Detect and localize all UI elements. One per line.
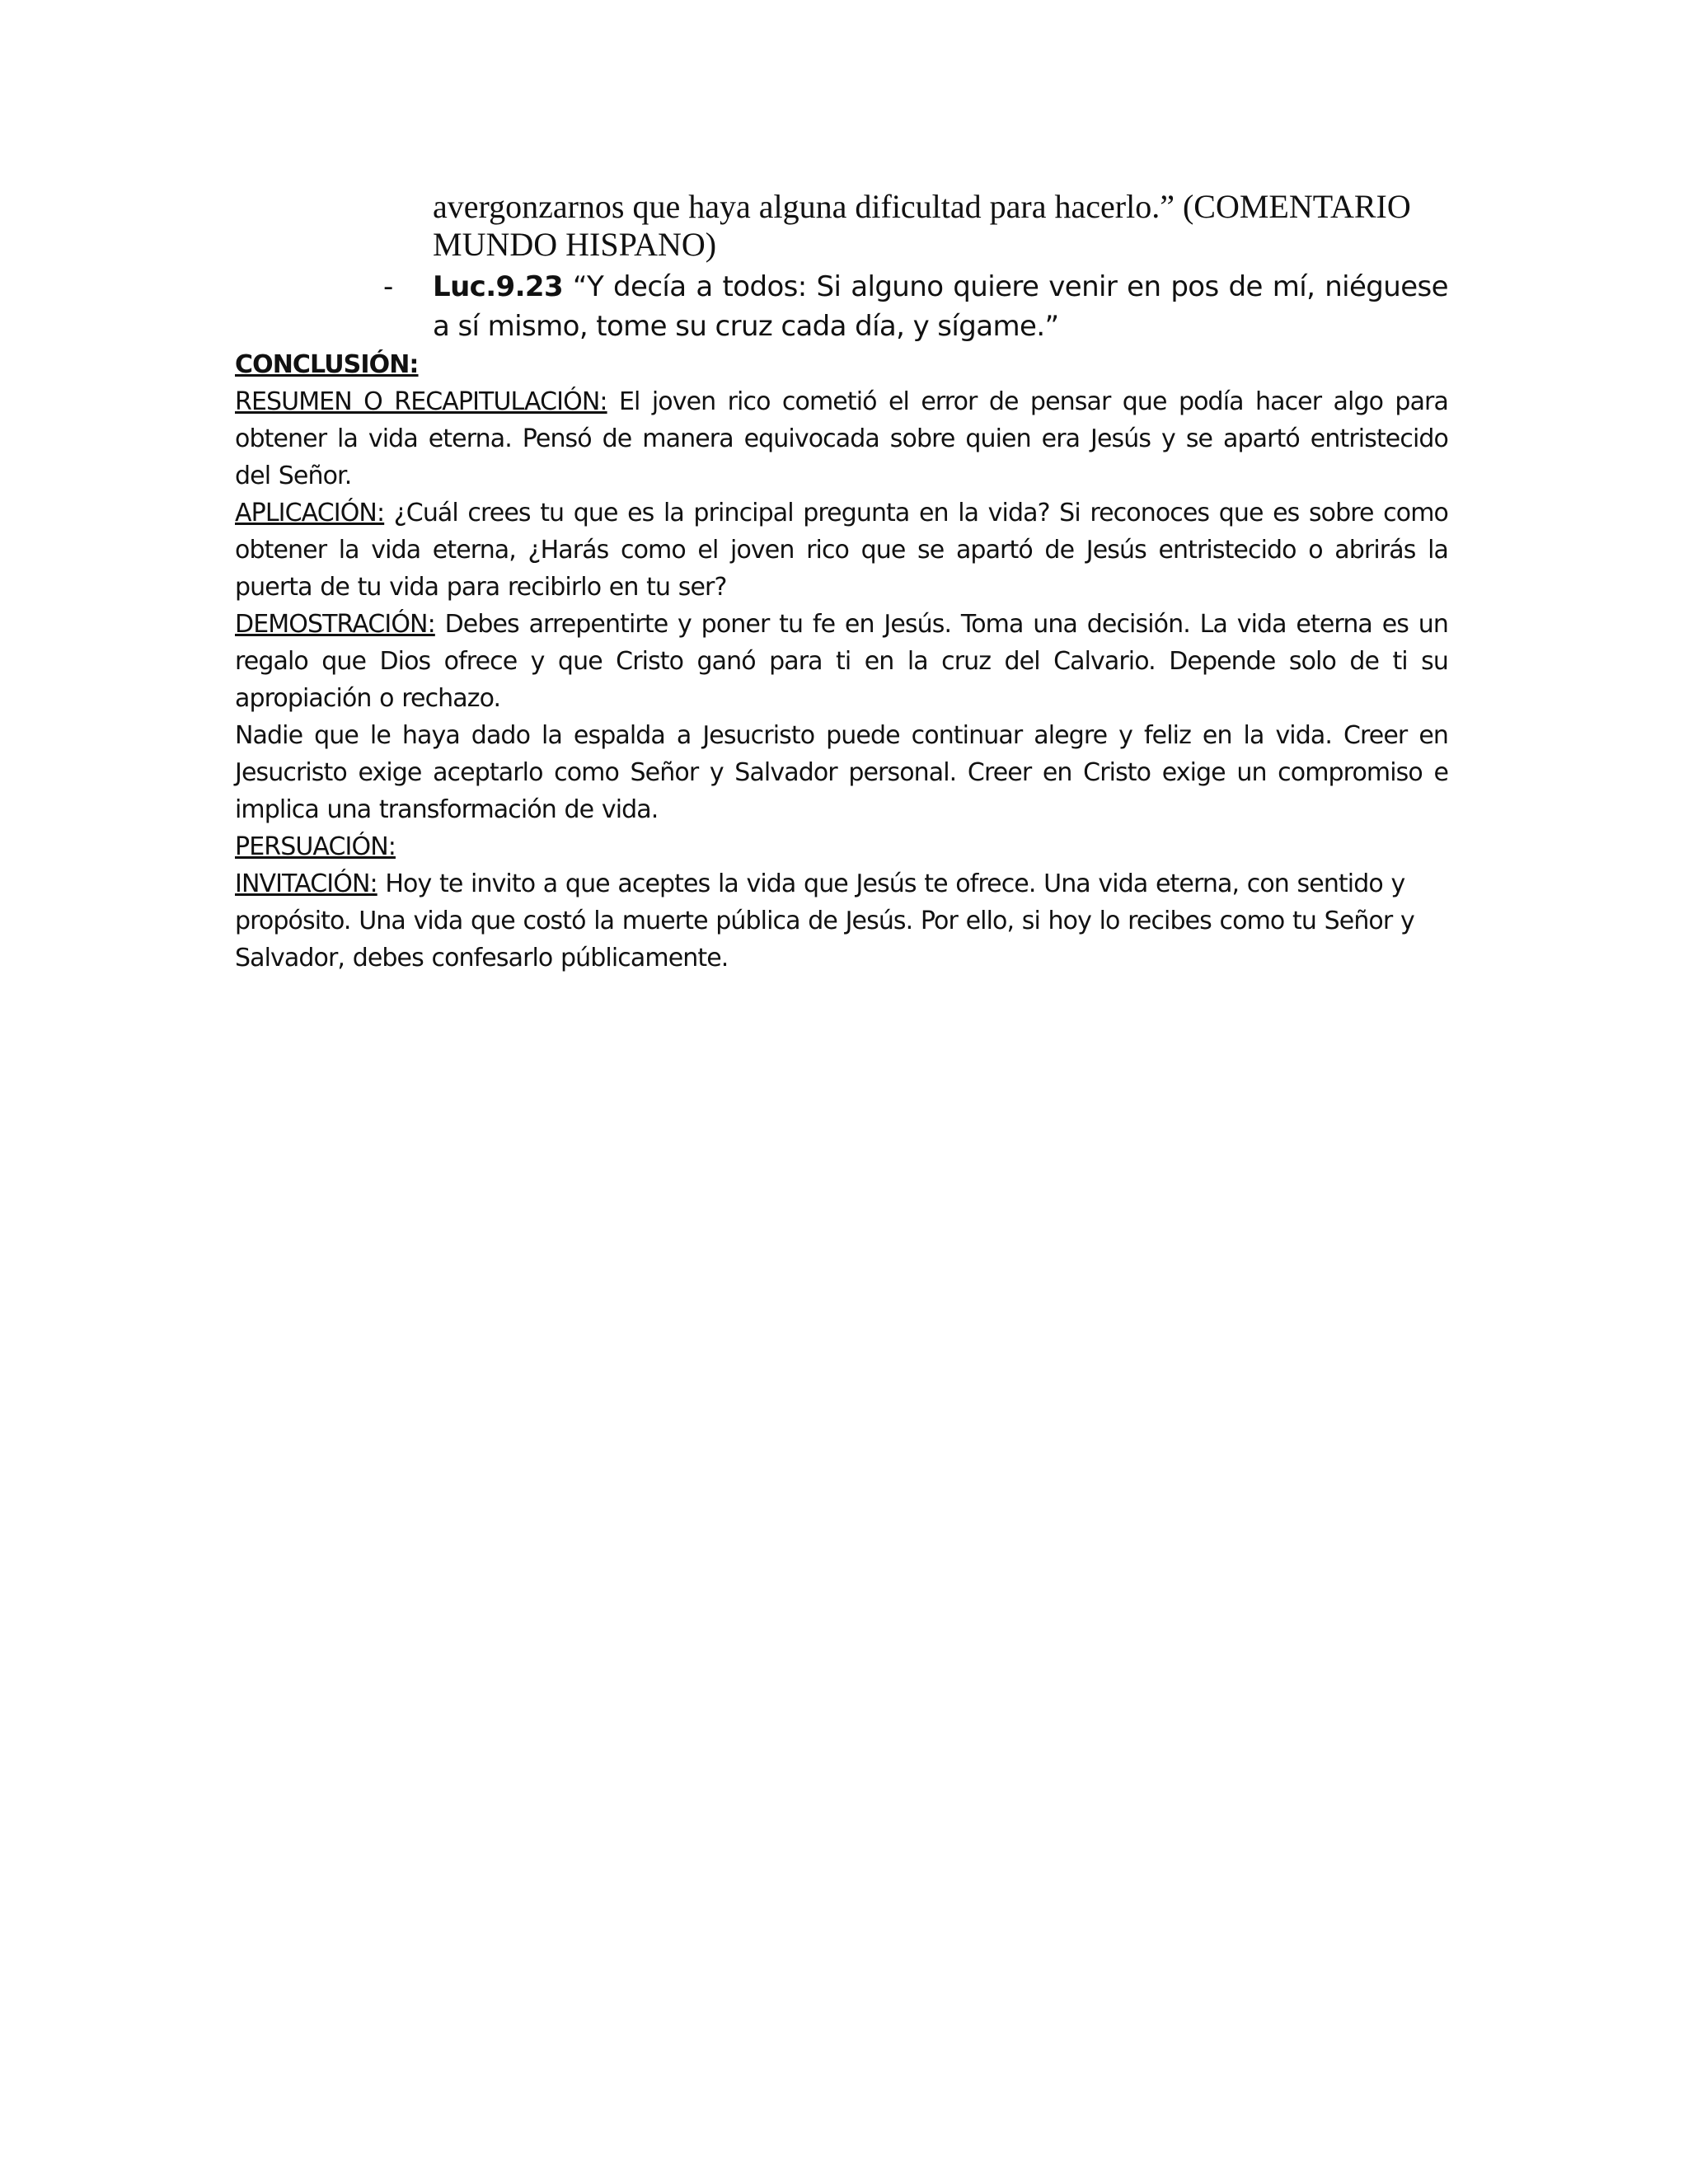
aplicacion-text: ¿Cuál crees tu que es la principal pregunta en la vida? Si reconoces que es sobre como obtener la vida eterna, ¿Harás como el joven rico que se apartó de Jesús entristecido o abrirás la puerta de tu vida para recibirlo en tu ser? xyxy=(235,499,1448,602)
verse-reference: Luc.9.23 xyxy=(433,270,564,303)
invitacion-paragraph xyxy=(235,865,1448,977)
verse-text: “Y decía a todos: Si alguno quiere venir en pos de mí, niéguese a sí mismo, tome su cruz cada día, y sígame.” xyxy=(433,270,1448,343)
aplicacion-paragraph xyxy=(235,494,1448,606)
conclusion-heading-line xyxy=(235,346,1448,383)
quote-line-1: avergonzarnos que haya alguna dificultad para hacerlo.” (COMENTARIO xyxy=(433,188,1411,225)
aplicacion-label: APLICACIÓN: xyxy=(235,499,385,527)
resumen-text: El joven rico cometió el error de pensar que podía hacer algo para obtener la vida eterna. Pensó de manera equivocada sobre quien era Jesús y se apartó entristecido del Señor. xyxy=(235,387,1448,490)
bullet-text xyxy=(433,267,1448,346)
bible-verse-bullet xyxy=(383,267,1448,346)
conclusion-heading: CONCLUSIÓN: xyxy=(235,350,419,379)
page-content xyxy=(235,188,1448,977)
invitacion-label: INVITACIÓN: xyxy=(235,869,377,898)
quote-continuation xyxy=(433,188,1448,264)
resumen-paragraph xyxy=(235,383,1448,494)
nadie-paragraph: Nadie que le haya dado la espalda a Jesucristo puede continuar alegre y feliz en la vida. Creer en Jesucristo exige aceptarlo como Señor y Salvador personal. Creer en Cristo exige un compromiso e implica una transformación de vida. xyxy=(235,721,1448,824)
persuasion-label: PERSUACIÓN: xyxy=(235,832,396,861)
invitacion-text: Hoy te invito a que aceptes la vida que Jesús te ofrece. Una vida eterna, con sentido y propósito. Una vida que costó la muerte pública de Jesús. Por ello, si hoy lo recibes como tu Señor y Salvador, debes confesarlo públicamente. xyxy=(235,869,1414,972)
demostracion-text: Debes arrepentirte y poner tu fe en Jesús. Toma una decisión. La vida eterna es un regalo que Dios ofrece y que Cristo ganó para ti en la cruz del Calvario. Depende solo de ti su apropiación o rechazo. xyxy=(235,610,1448,713)
quote-line-2: MUNDO HISPANO) xyxy=(433,226,717,263)
persuasion-line xyxy=(235,828,1448,865)
bullet-dash: - xyxy=(383,270,394,303)
demostracion-label: DEMOSTRACIÓN: xyxy=(235,610,435,639)
demostracion-paragraph xyxy=(235,606,1448,717)
resumen-label: RESUMEN O RECAPITULACIÓN: xyxy=(235,387,607,416)
